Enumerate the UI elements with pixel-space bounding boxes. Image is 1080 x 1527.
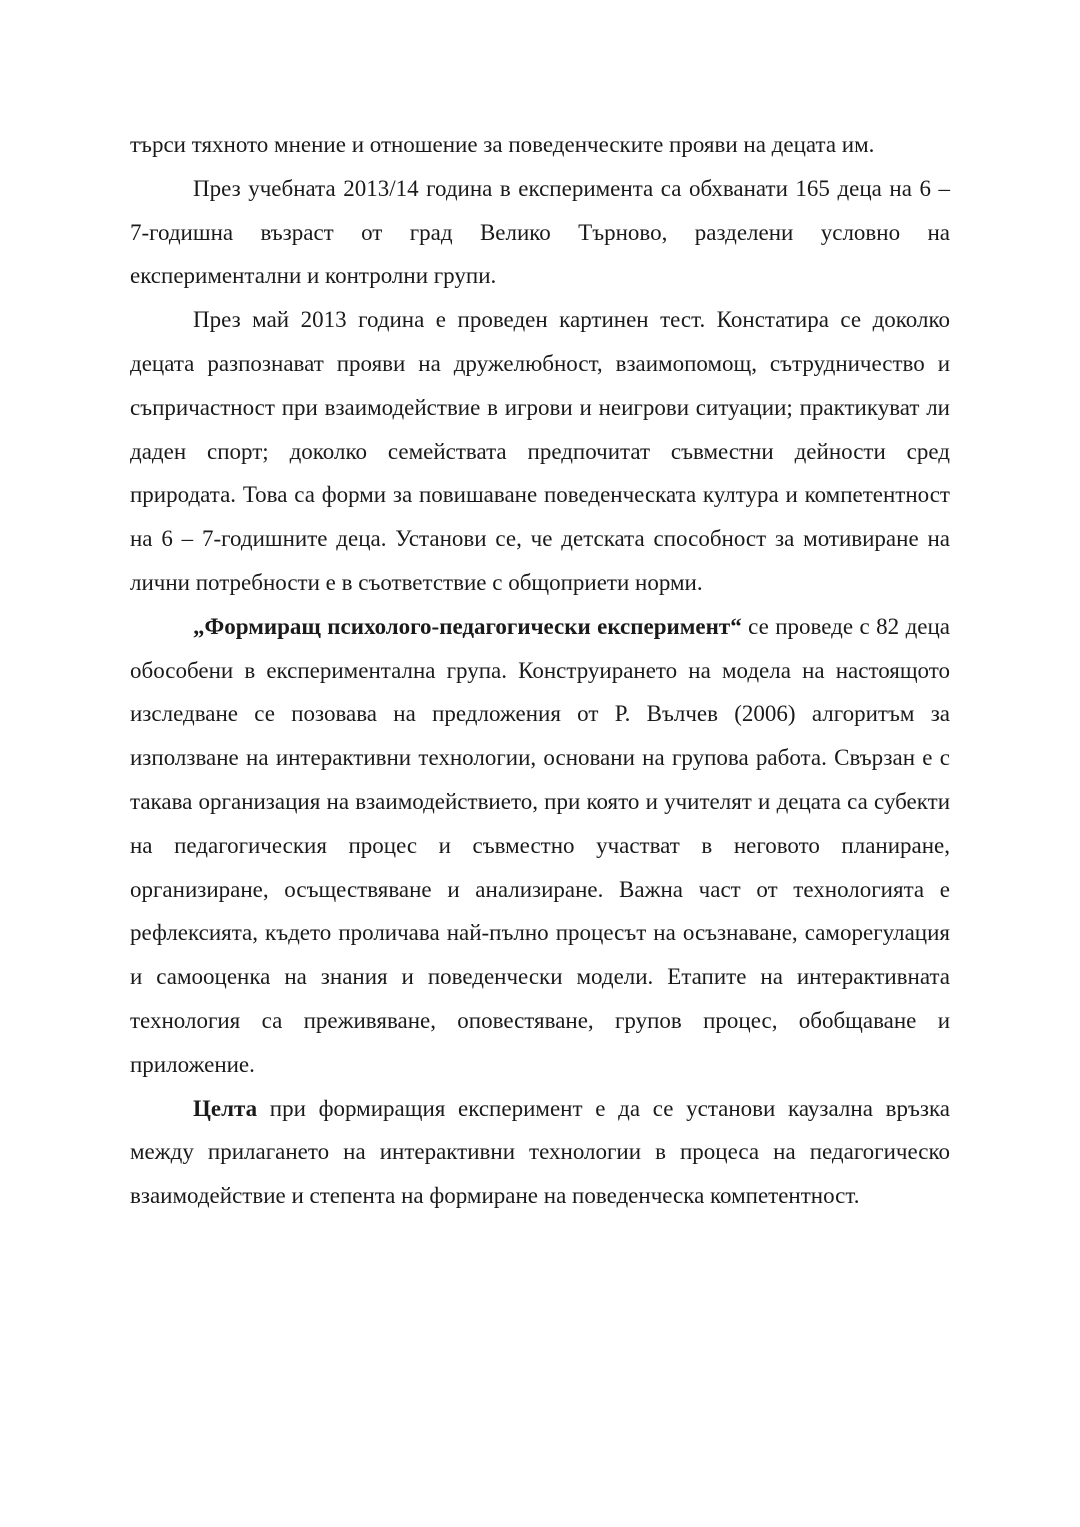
- formative-experiment-body: се проведе с 82 деца обособени в експериментална група. Конструирането на модела на настоящото изследване се позовава на предложения от Р. Вълчев (2006) алгоритъм за използване на интерактивни технологии, основани на групова работа. Свързан е с такава организация на взаимодействието, при която и учителят и децата са субекти на педагогическия процес и съвместно участват в неговото планиране, организиране, осъществяване и анализиране. Важна част от технологията е рефлексията, където проличава най-пълно процесът на осъзнаване, саморегулация и самооценка на знания и поведенчески модели. Етапите на интерактивната технология са преживяване, оповестяване, групов процес, обобщаване и приложение.: [130, 613, 950, 1077]
- paragraph-picture-test: През май 2013 година е проведен картинен тест. Констатира се доколко децата разпознават прояви на дружелюбност, взаимопомощ, сътрудничество и съпричастност при взаимодействие в игрови и неигрови ситуации; практикуват ли даден спорт; доколко семействата предпочитат съвместни дейности сред природата. Това са форми за повишаване поведенческата култура и компетентност на 6 – 7-годишните деца. Установи се, че детската способност за мотивиране на лични потребности е в съответствие с общоприети норми.: [130, 307, 950, 595]
- document-page: [130, 123, 950, 1218]
- formative-experiment-term: „Формиращ психолого-педагогически експеримент“: [193, 613, 742, 639]
- goal-body: при формиращия експеримент е да се установи каузална връзка между прилагането на интерактивни технологии в процеса на педагогическо взаимодействие и степента на формиране на поведенческа компетентност.: [130, 1095, 950, 1209]
- paragraph-continuation: търси тяхното мнение и отношение за поведенческите прояви на децата им.: [130, 132, 875, 157]
- paragraph-formative-experiment: [130, 605, 950, 1087]
- goal-term: Целта: [193, 1095, 258, 1121]
- paragraph-goal: [130, 1087, 950, 1218]
- paragraph-experiment-scope: През учебната 2013/14 година в експеримента са обхванати 165 деца на 6 – 7-годишна възраст от град Велико Търново, разделени условно на експериментални и контролни групи.: [130, 175, 950, 289]
